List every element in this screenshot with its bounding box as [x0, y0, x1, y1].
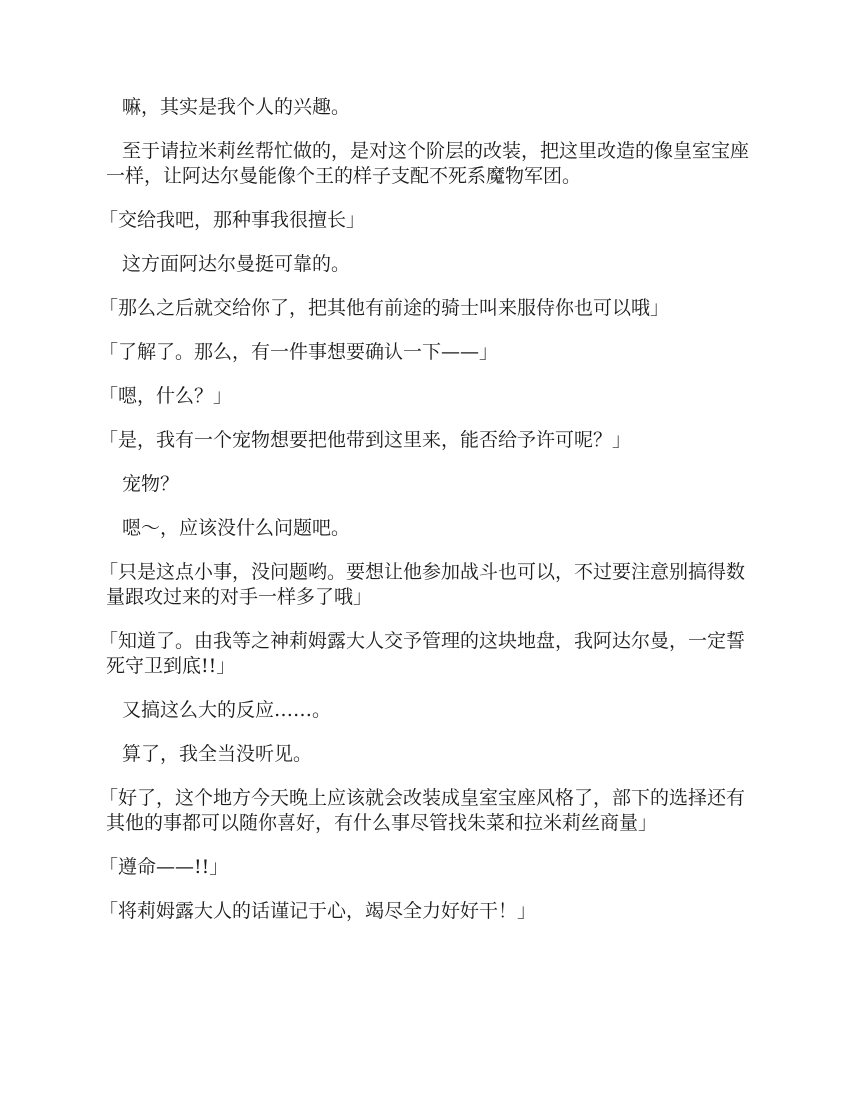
- narration-paragraph: 又搞这么大的反应……。: [122, 699, 332, 721]
- dialogue-paragraph: 「遵命——!!」: [99, 856, 229, 878]
- dialogue-paragraph: 「将莉姆露大人的话谨记于心，竭尽全力好好干！」: [99, 900, 537, 922]
- dialogue-paragraph: 「交给我吧，那种事我很擅长」: [99, 209, 366, 231]
- narration-paragraph: 算了，我全当没听见。: [122, 743, 313, 765]
- narration-paragraph: 这方面阿达尔曼挺可靠的。: [122, 253, 351, 275]
- dialogue-paragraph: 「嗯，什么？」: [99, 385, 233, 407]
- document-page: [99, 95, 756, 943]
- dialogue-paragraph: 「了解了。那么，有一件事想要确认一下——」: [99, 341, 499, 363]
- narration-paragraph: 至于请拉米莉丝帮忙做的，是对这个阶层的改装，把这里改造的像皇室宝座一样，让阿达尔曼能像个王的样子支配不死系魔物军团。: [106, 140, 750, 187]
- narration-paragraph: 嗯～，应该没什么问题吧。: [122, 517, 351, 539]
- narration-paragraph: 宠物？: [122, 473, 180, 495]
- dialogue-paragraph: 「好了，这个地方今天晚上应该就会改装成皇室宝座风格了，部下的选择还有其他的事都可以随你喜好，有什么事尽管找朱菜和拉米莉丝商量」: [99, 787, 746, 834]
- dialogue-paragraph: 「只是这点小事，没问题哟。要想让他参加战斗也可以，不过要注意别搞得数量跟攻过来的对手一样多了哦」: [99, 561, 746, 608]
- narration-paragraph: 嘛，其实是我个人的兴趣。: [122, 96, 351, 118]
- dialogue-paragraph: 「是，我有一个宠物想要把他带到这里来，能否给予许可呢？」: [99, 429, 632, 451]
- dialogue-paragraph: 「知道了。由我等之神莉姆露大人交予管理的这块地盘，我阿达尔曼，一定誓死守卫到底!!」: [99, 630, 746, 677]
- dialogue-paragraph: 「那么之后就交给你了，把其他有前途的骑士叫来服侍你也可以哦」: [99, 297, 670, 319]
